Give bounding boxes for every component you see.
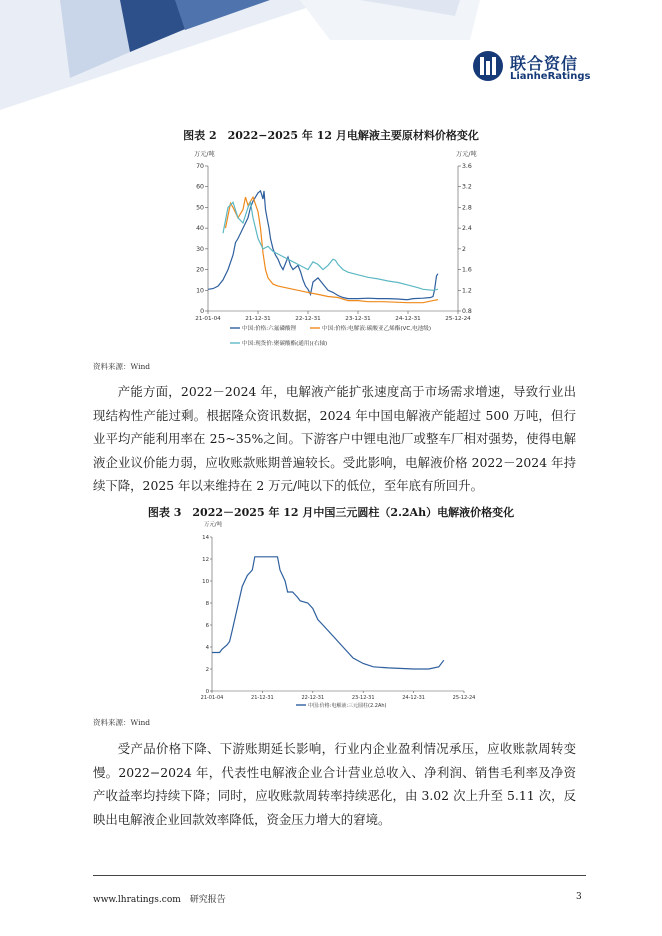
y-tick-label: 2	[205, 667, 209, 673]
y-right-tick-label: 2.8	[462, 204, 472, 212]
footer-site-label: www.lhratings.com 研究报告	[93, 895, 226, 905]
paragraph-capacity	[93, 380, 576, 498]
x-tick-label: 23-12-31	[351, 695, 375, 701]
y-left-tick-label: 10	[196, 287, 204, 295]
y-left-tick-label: 20	[196, 266, 204, 274]
y-right-tick-label: 2	[462, 245, 466, 253]
x-tick-label: 21-01-04	[195, 316, 221, 322]
y-right-tick-label: 3.2	[462, 183, 472, 191]
series-line-3	[223, 202, 438, 290]
y-right-tick-label: 3.6	[462, 163, 472, 170]
y-tick-label: 14	[202, 535, 209, 541]
x-tick-label: 25-12-24	[452, 695, 476, 701]
legend-label-1: 中国:价格:电解液:三元圆柱(2.2Ah)	[308, 703, 387, 709]
legend-label-1: 中国:价格:六氟磷酸锂	[242, 326, 297, 332]
y-right-unit: 万元/吨	[456, 151, 477, 158]
paragraph-capacity-text: 产能方面，2022－2024 年，电解液产能扩张速度高于市场需求增速，导致行业出现结构性产能过剩。根据隆众资讯数据，2024 年中国电解液产能超过 500 万吨，但行业平均产能利用率在 25~35%之间。下游客户中锂电池厂或整车厂相对强势，使得电解液企业议价能力弱，应收账款账期普遍较长。受此影响，电解液价格 2022－2024 年持续下降，2025 年以来维持在 2 万元/吨以下的低位，至年底有所回升。	[93, 384, 576, 493]
x-tick-label: 25-12-24	[445, 316, 471, 322]
series-line-2	[226, 197, 439, 303]
y-left-tick-label: 50	[196, 204, 204, 212]
figure2-source: 资料来源：Wind	[93, 362, 151, 371]
lianhe-logo-icon	[472, 50, 504, 82]
paragraph-receivables	[93, 737, 576, 831]
x-tick-label: 21-12-31	[251, 695, 274, 701]
logo-cn-text: 联合资信	[510, 54, 579, 73]
footer-divider	[93, 875, 586, 876]
x-tick-label: 21-01-04	[200, 695, 224, 701]
y-tick-label: 0	[205, 689, 209, 695]
figure2-chart	[190, 146, 490, 354]
page-number: 3	[576, 892, 582, 902]
y-tick-label: 4	[205, 645, 209, 651]
x-tick-label: 21-12-31	[245, 316, 271, 322]
y-left-tick-label: 0	[200, 308, 204, 315]
y-left-tick-label: 70	[196, 163, 204, 170]
y-tick-label: 6	[205, 623, 209, 629]
x-tick-label: 22-12-31	[301, 695, 325, 701]
x-tick-label: 24-12-31	[402, 695, 425, 701]
figure3-chart	[198, 519, 476, 715]
y-unit: 万元/吨	[204, 522, 222, 528]
y-left-tick-label: 60	[196, 183, 204, 191]
paragraph-receivables-text: 受产品价格下降、下游账期延长影响，行业内企业盈利情况承压，应收账款周转变慢。2022−2024 年，代表性电解液企业合计营业总收入、净利润、销售毛利率及净资产收益率均持续下降；同时，应收账款周转率持续恶化，由 3.02 次上升至 5.11 次，反映出电解液企业回款效率降低，资金压力增大的窘境。	[93, 741, 576, 827]
figure2-title: 图表 2 2022−2025 年 12 月电解液主要原材料价格变化	[183, 129, 479, 142]
figure3-source: 资料来源：Wind	[93, 718, 151, 727]
logo-en-text: LianheRatings	[510, 71, 591, 82]
x-tick-label: 24-12-31	[395, 316, 421, 322]
y-left-tick-label: 40	[196, 225, 204, 233]
y-tick-label: 8	[205, 601, 209, 607]
legend-label-2: 中国:价格:电解液:碳酸亚乙烯酯(VC,电池级)	[322, 326, 432, 332]
series-line-1	[212, 557, 444, 669]
y-left-tick-label: 30	[196, 245, 204, 253]
figure3-title: 图表 3 2022－2025 年 12 月中国三元圆柱（2.2Ah）电解液价格变化	[147, 506, 515, 519]
x-tick-label: 22-12-31	[295, 316, 321, 322]
y-right-tick-label: 1.2	[462, 287, 472, 295]
y-tick-label: 10	[202, 579, 209, 585]
x-tick-label: 23-12-31	[345, 316, 371, 322]
y-left-unit: 万元/吨	[194, 151, 215, 158]
y-right-tick-label: 2.4	[462, 225, 472, 233]
y-right-tick-label: 1.6	[462, 266, 472, 274]
legend-label-3: 中国:现货价:聚碳酸酯(通用)(右轴)	[242, 341, 328, 347]
series-line-1	[208, 191, 438, 300]
y-tick-label: 12	[202, 557, 209, 563]
y-right-tick-label: 0.8	[462, 308, 472, 315]
